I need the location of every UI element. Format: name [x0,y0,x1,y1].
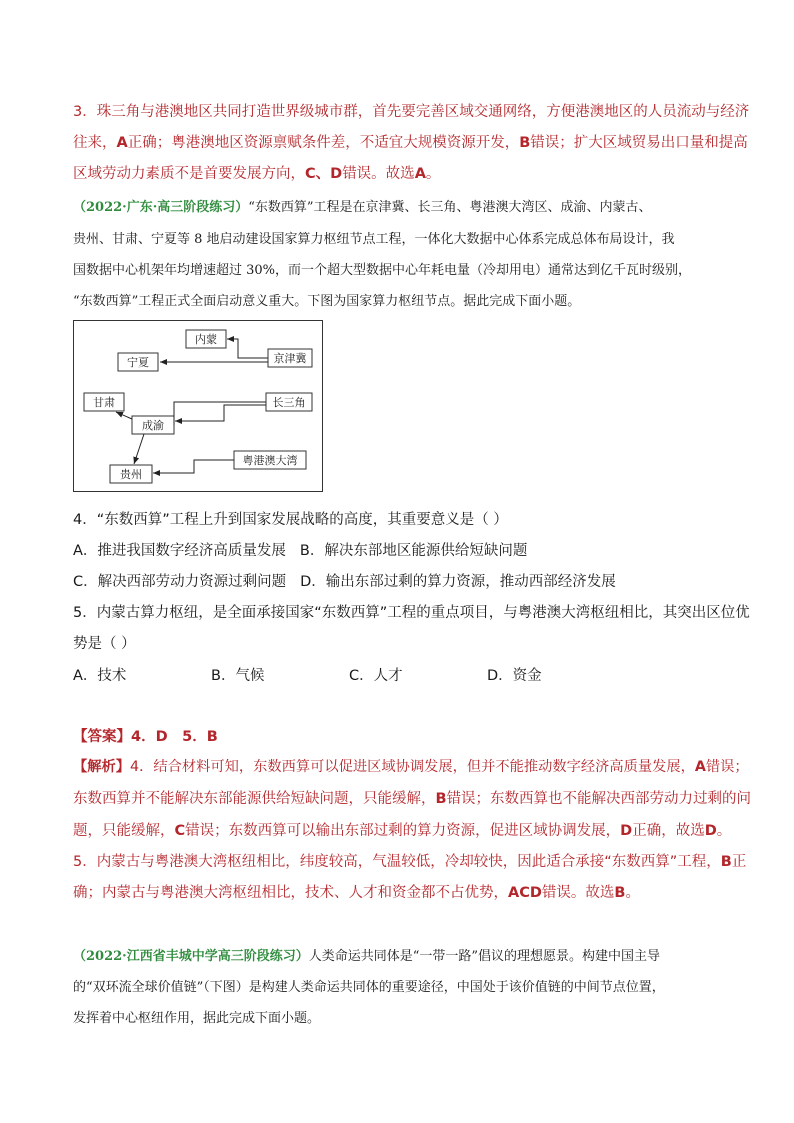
analysis-tag: 【解析】 [73,759,131,775]
node-ningxia [118,353,158,371]
q3-explain-line2: 往来，A正确；粤港澳地区资源禀赋条件差，不适宜大规模资源开发，B错误；扩大区域贸易出口量和提高 [73,135,748,151]
q4-option-c[interactable]: C．解决西部劳动力资源过剩问题 [73,574,287,590]
q5-option-d[interactable]: D．资金 [487,668,542,684]
q3-explain-line1: 3．珠三角与港澳地区共同打造世界级城市群，首先要完善区域交通网络，方便港澳地区的人员流动与经济 [73,104,750,120]
answer-line: 【答案】4．D 5．B [73,729,218,745]
svg-text:京津冀: 京津冀 [273,352,307,365]
node-gansu [84,393,124,411]
analysis-line3: 题，只能缓解，C错误；东数西算可以输出东部过剩的算力资源，促进区域协调发展，D正确，故选D。 [73,823,732,839]
svg-text:贵州: 贵州 [120,468,142,481]
q5-option-c[interactable]: C．人才 [349,668,403,684]
computing-hub-diagram [73,320,323,492]
passage2-line3: 发挥着中心枢纽作用，据此完成下面小题。 [73,1011,321,1026]
svg-text:粤港澳大湾: 粤港澳大湾 [242,454,298,467]
passage1-line4: “东数西算”工程正式全面启动意义重大。下图为国家算力枢纽节点。据此完成下面小题。 [73,294,581,309]
q4-option-d[interactable]: D．输出东部过剩的算力资源，推动西部经济发展 [300,574,616,590]
q5-stem-line2: 势是（ ） [73,636,136,652]
node-neimeng [186,330,226,348]
q4-option-b[interactable]: B．解决东部地区能源供给短缺问题 [299,543,528,559]
q5-option-b[interactable]: B．气候 [211,668,265,684]
svg-text:宁夏: 宁夏 [127,356,149,369]
node-yuegangao [234,451,306,469]
analysis-line4: 5．内蒙古与粤港澳大湾枢纽相比，纬度较高，气温较低，冷却较快，因此适合承接“东数西算”工程，B正 [73,854,747,870]
analysis-line2: 东数西算并不能解决东部能源供给短缺问题，只能缓解，B错误；东数西算也不能解决西部劳动力过剩的问 [73,791,752,807]
node-chengyu [132,416,174,434]
svg-text:甘肃: 甘肃 [93,396,115,409]
svg-text:成渝: 成渝 [142,419,164,432]
q3-explain-line3: 区域劳动力素质不是首要发展方向，C、D错误。故选A。 [73,166,441,182]
q5-option-a[interactable]: A．技术 [73,668,127,684]
svg-text:内蒙: 内蒙 [195,333,217,346]
diagram-svg [74,321,324,493]
svg-text:长三角: 长三角 [272,396,306,409]
q5-stem-line1: 5．内蒙古算力枢纽，是全面承接国家“东数西算”工程的重点项目，与粤港澳大湾枢纽相比，其突出区位优 [73,605,750,621]
answer-tag: 【答案】 [73,729,131,745]
passage1-line1: （2022·广东·高三阶段练习）“东数西算”工程是在京津冀、长三角、粤港澳大湾区、成渝、内蒙古、 [73,200,652,215]
passage1-line3: 国数据中心机架年均增速超过 30%，而一个超大型数据中心年耗电量（冷却用电）通常达到亿千瓦时级别， [73,263,692,278]
node-changsanjiao [266,393,312,411]
q4-options-ab [73,539,734,560]
q4-stem: 4．“东数西算”工程上升到国家发展战略的高度，其重要意义是（ ） [73,512,508,528]
passage2-source: （2022·江西省丰城中学高三阶段练习） [73,949,309,964]
passage2-line1: （2022·江西省丰城中学高三阶段练习）人类命运共同体是“一带一路”倡议的理想愿景。构建中国主导 [73,949,661,964]
passage1-source: （2022·广东·高三阶段练习） [73,200,249,215]
passage1-line2: 贵州、甘肃、宁夏等 8 地启动建设国家算力枢纽节点工程，一体化大数据中心体系完成总体布局设计，我 [73,232,675,247]
passage2-line2: 的“双环流全球价值链”（下图）是构建人类命运共同体的重要途径，中国处于该价值链的中间节点位置， [73,980,665,995]
node-guizhou [110,465,152,483]
q4-option-a[interactable]: A．推进我国数字经济高质量发展 [73,543,286,559]
node-jingjinji [268,349,312,367]
analysis-line1: 【解析】4．结合材料可知，东数西算可以促进区域协调发展，但并不能推动数字经济高质量发展，A错误； [73,759,749,775]
q4-options-cd [73,570,734,591]
analysis-line5: 确；内蒙古与粤港澳大湾枢纽相比，技术、人才和资金都不占优势，ACD错误。故选B。 [73,885,640,901]
